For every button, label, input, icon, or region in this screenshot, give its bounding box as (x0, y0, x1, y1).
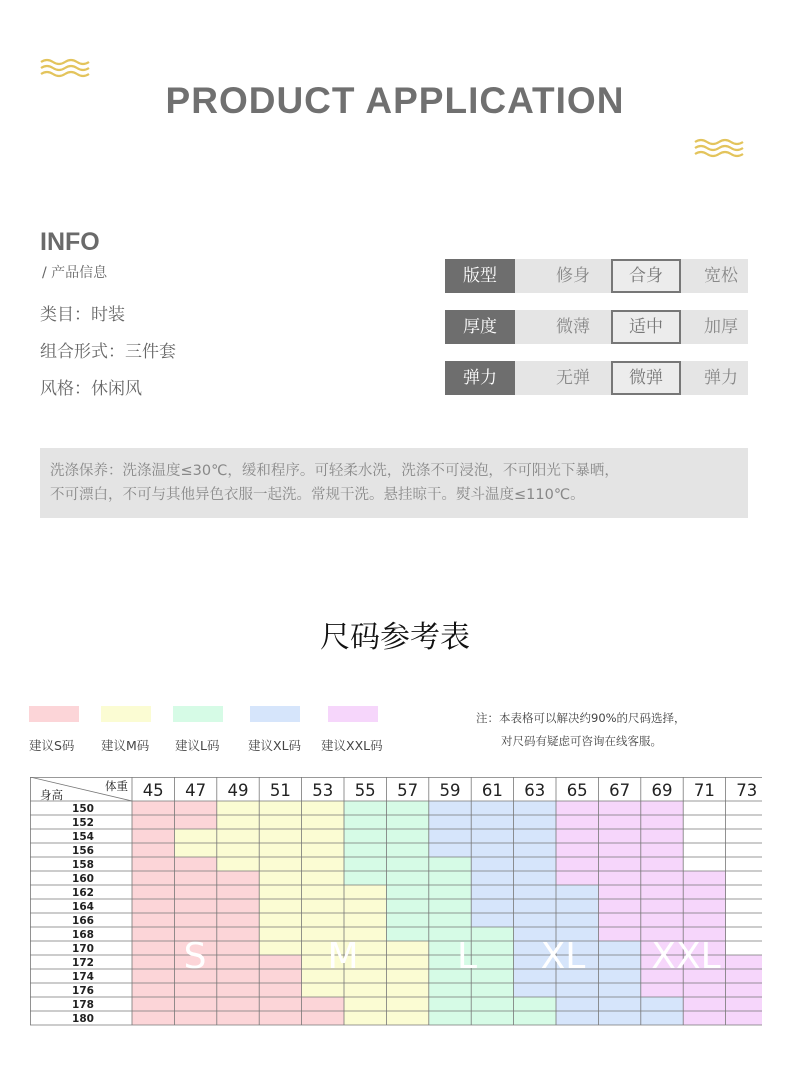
table-cell (302, 1011, 344, 1025)
table-cell (471, 815, 513, 829)
option-choice: 宽松 (704, 266, 738, 286)
weight-header: 61 (481, 781, 503, 800)
table-cell (683, 983, 725, 997)
height-label: 180 (72, 1013, 94, 1025)
option-choice: 无弹 (556, 368, 590, 388)
legend-swatch-s (29, 706, 79, 722)
table-cell (344, 997, 386, 1011)
table-cell (471, 801, 513, 815)
table-cell (386, 801, 428, 815)
table-cell (302, 871, 344, 885)
table-cell (598, 955, 640, 969)
height-label: 172 (72, 957, 94, 969)
table-cell (386, 927, 428, 941)
option-choice-selected: 合身 (611, 259, 681, 293)
table-cell (259, 801, 301, 815)
table-cell (641, 983, 683, 997)
table-cell (429, 857, 471, 871)
table-cell (471, 899, 513, 913)
table-cell (302, 815, 344, 829)
weight-header: 47 (185, 781, 207, 800)
table-cell (386, 969, 428, 983)
table-cell (217, 997, 259, 1011)
table-cell (386, 941, 428, 955)
table-cell (302, 829, 344, 843)
option-label: 厚度 (445, 310, 515, 344)
table-cell (471, 983, 513, 997)
table-cell (641, 913, 683, 927)
table-cell (429, 997, 471, 1011)
size-zone-label: S (183, 936, 207, 977)
table-cell (344, 829, 386, 843)
table-cell (429, 885, 471, 899)
table-cell (174, 983, 216, 997)
table-cell (344, 899, 386, 913)
table-cell (471, 829, 513, 843)
table-cell (386, 955, 428, 969)
table-cell (726, 1011, 762, 1025)
option-choice: 修身 (556, 266, 590, 286)
table-cell (217, 829, 259, 843)
attr-category: 类目：时装 (40, 305, 125, 325)
table-cell (429, 871, 471, 885)
height-label: 156 (72, 845, 94, 857)
legend-swatch-m (101, 706, 151, 722)
table-cell (641, 871, 683, 885)
weight-header: 55 (354, 781, 376, 800)
table-cell (217, 983, 259, 997)
table-cell (598, 997, 640, 1011)
table-cell (132, 885, 174, 899)
table-cell (429, 913, 471, 927)
weight-header: 57 (397, 781, 419, 800)
table-cell (217, 871, 259, 885)
legend-label-xxl: 建议XXL码 (321, 738, 383, 753)
height-label: 176 (72, 985, 94, 997)
table-cell (514, 857, 556, 871)
table-cell (726, 913, 762, 927)
table-cell (598, 1011, 640, 1025)
table-cell (726, 983, 762, 997)
table-cell (174, 843, 216, 857)
table-cell (259, 927, 301, 941)
table-cell (598, 927, 640, 941)
table-cell (726, 885, 762, 899)
size-zone-label: XXL (651, 936, 721, 977)
table-cell (726, 871, 762, 885)
table-cell (174, 857, 216, 871)
option-row-thickness (445, 310, 748, 344)
table-cell (641, 829, 683, 843)
table-cell (556, 829, 598, 843)
size-zone-label: L (456, 936, 478, 977)
weight-header: 59 (439, 781, 461, 800)
height-label: 168 (72, 929, 94, 941)
info-heading: INFO (40, 228, 100, 256)
table-cell (556, 843, 598, 857)
table-cell (259, 941, 301, 955)
table-cell (429, 1011, 471, 1025)
table-cell (471, 1011, 513, 1025)
table-cell (132, 913, 174, 927)
table-cell (386, 829, 428, 843)
height-label: 174 (72, 971, 94, 983)
table-cell (132, 983, 174, 997)
table-cell (302, 857, 344, 871)
table-cell (683, 843, 725, 857)
table-cell (132, 829, 174, 843)
table-cell (514, 843, 556, 857)
table-cell (641, 997, 683, 1011)
table-cell (344, 801, 386, 815)
size-zone-label: M (327, 936, 359, 977)
legend-swatch-l (173, 706, 223, 722)
table-cell (174, 885, 216, 899)
table-cell (471, 969, 513, 983)
table-cell (259, 913, 301, 927)
height-label: 164 (72, 901, 94, 913)
table-cell (598, 829, 640, 843)
table-cell (598, 941, 640, 955)
table-cell (217, 955, 259, 969)
table-cell (556, 1011, 598, 1025)
height-label: 166 (72, 915, 94, 927)
table-cell (259, 843, 301, 857)
table-cell (598, 885, 640, 899)
table-cell (174, 1011, 216, 1025)
table-cell (132, 871, 174, 885)
table-cell (386, 857, 428, 871)
table-cell (217, 927, 259, 941)
table-cell (471, 857, 513, 871)
table-cell (598, 801, 640, 815)
table-cell (683, 885, 725, 899)
table-cell (132, 955, 174, 969)
table-cell (344, 843, 386, 857)
table-cell (344, 815, 386, 829)
table-cell (726, 857, 762, 871)
table-cell (471, 913, 513, 927)
table-cell (217, 857, 259, 871)
table-cell (132, 857, 174, 871)
table-cell (514, 997, 556, 1011)
legend-swatch-xl (250, 706, 300, 722)
table-cell (344, 871, 386, 885)
table-cell (344, 857, 386, 871)
table-cell (132, 899, 174, 913)
table-cell (471, 927, 513, 941)
table-cell (217, 969, 259, 983)
table-cell (514, 871, 556, 885)
weight-header: 67 (609, 781, 631, 800)
table-cell (174, 913, 216, 927)
table-cell (217, 1011, 259, 1025)
size-note-line2: 对尺码有疑虑可咨询在线客服。 (501, 734, 662, 748)
option-choice: 微薄 (556, 317, 590, 337)
table-cell (471, 871, 513, 885)
table-cell (132, 969, 174, 983)
table-cell (302, 885, 344, 899)
table-cell (132, 1011, 174, 1025)
table-cell (726, 801, 762, 815)
table-cell (556, 983, 598, 997)
table-cell (344, 1011, 386, 1025)
height-label: 150 (72, 803, 94, 815)
table-cell (429, 843, 471, 857)
corner-weight-label: 体重 (105, 779, 128, 793)
table-cell (471, 955, 513, 969)
table-cell (132, 941, 174, 955)
table-cell (302, 983, 344, 997)
table-cell (344, 983, 386, 997)
table-cell (429, 815, 471, 829)
table-cell (598, 843, 640, 857)
care-instructions (40, 448, 748, 518)
legend-label-m: 建议M码 (101, 738, 150, 753)
size-chart-title: 尺码参考表 (320, 620, 470, 655)
care-line: 不可漂白，不可与其他异色衣服一起洗。常规干洗。悬挂晾干。熨斗温度≤110℃。 (50, 487, 585, 503)
table-cell (471, 843, 513, 857)
table-cell (429, 801, 471, 815)
size-zone-label: XL (540, 936, 586, 977)
weight-header: 63 (524, 781, 546, 800)
table-cell (386, 997, 428, 1011)
table-cell (514, 815, 556, 829)
care-line: 洗涤保养：洗涤温度≤30℃，缓和程序。可轻柔水洗，洗涤不可浸泡，不可阳光下暴晒， (50, 463, 619, 479)
table-cell (302, 997, 344, 1011)
table-cell (386, 815, 428, 829)
table-cell (683, 815, 725, 829)
legend-label-l: 建议L码 (175, 738, 220, 753)
option-label: 弹力 (445, 361, 515, 395)
table-cell (641, 899, 683, 913)
table-cell (174, 871, 216, 885)
table-cell (556, 815, 598, 829)
height-label: 170 (72, 943, 94, 955)
table-cell (429, 899, 471, 913)
info-subheading: / 产品信息 (42, 265, 108, 281)
table-cell (471, 941, 513, 955)
attr-style: 风格：休闲风 (40, 379, 142, 399)
table-cell (726, 815, 762, 829)
table-cell (302, 913, 344, 927)
table-cell (556, 801, 598, 815)
table-cell (174, 815, 216, 829)
table-cell (514, 1011, 556, 1025)
table-cell (259, 1011, 301, 1025)
table-cell (726, 941, 762, 955)
height-label: 158 (72, 859, 94, 871)
table-cell (556, 899, 598, 913)
table-cell (726, 899, 762, 913)
table-cell (514, 913, 556, 927)
table-cell (683, 913, 725, 927)
table-cell (641, 857, 683, 871)
option-choice: 弹力 (704, 368, 738, 388)
table-cell (514, 829, 556, 843)
table-cell (471, 997, 513, 1011)
table-cell (132, 997, 174, 1011)
option-row-elasticity (445, 361, 748, 395)
weight-header: 71 (693, 781, 715, 800)
table-cell (259, 829, 301, 843)
option-label: 版型 (445, 259, 515, 293)
table-cell (259, 969, 301, 983)
table-cell (726, 969, 762, 983)
table-cell (556, 857, 598, 871)
table-cell (386, 1011, 428, 1025)
table-cell (683, 997, 725, 1011)
option-row-fit (445, 259, 748, 293)
table-cell (386, 899, 428, 913)
weight-header: 51 (269, 781, 291, 800)
legend-label-s: 建议S码 (29, 738, 75, 753)
option-choice: 加厚 (704, 317, 738, 337)
height-label: 178 (72, 999, 94, 1011)
table-cell (683, 857, 725, 871)
table-cell (217, 843, 259, 857)
table-cell (514, 983, 556, 997)
table-cell (344, 913, 386, 927)
table-cell (429, 983, 471, 997)
table-cell (132, 815, 174, 829)
height-label: 154 (72, 831, 94, 843)
table-cell (556, 885, 598, 899)
table-cell (598, 899, 640, 913)
table-cell (259, 885, 301, 899)
table-cell (598, 983, 640, 997)
weight-header: 69 (651, 781, 673, 800)
table-cell (514, 801, 556, 815)
table-cell (217, 913, 259, 927)
table-cell (132, 801, 174, 815)
table-cell (598, 857, 640, 871)
table-cell (556, 913, 598, 927)
size-note-line1: 注：本表格可以解决约90%的尺码选择， (476, 711, 686, 725)
table-cell (726, 955, 762, 969)
table-cell (683, 871, 725, 885)
table-cell (641, 1011, 683, 1025)
legend-swatch-xxl (328, 706, 378, 722)
wave-decoration-right (694, 138, 748, 160)
weight-header: 49 (227, 781, 249, 800)
table-cell (641, 885, 683, 899)
table-cell (726, 927, 762, 941)
table-cell (641, 815, 683, 829)
table-cell (386, 885, 428, 899)
table-cell (259, 871, 301, 885)
table-cell (259, 899, 301, 913)
table-cell (259, 955, 301, 969)
height-label: 160 (72, 873, 94, 885)
table-cell (429, 829, 471, 843)
table-cell (217, 801, 259, 815)
table-cell (386, 843, 428, 857)
height-label: 162 (72, 887, 94, 899)
table-cell (726, 843, 762, 857)
table-cell (556, 997, 598, 1011)
table-cell (726, 997, 762, 1011)
table-cell (726, 829, 762, 843)
table-cell (598, 913, 640, 927)
table-cell (683, 1011, 725, 1025)
table-cell (259, 983, 301, 997)
legend-label-xl: 建议XL码 (248, 738, 302, 753)
table-cell (683, 829, 725, 843)
table-cell (386, 983, 428, 997)
size-table (30, 777, 762, 1027)
table-cell (514, 885, 556, 899)
table-cell (641, 801, 683, 815)
table-cell (174, 899, 216, 913)
table-cell (132, 927, 174, 941)
table-cell (344, 885, 386, 899)
option-choice-selected: 适中 (611, 310, 681, 344)
table-cell (302, 899, 344, 913)
table-cell (683, 899, 725, 913)
table-cell (174, 801, 216, 815)
weight-header: 45 (142, 781, 164, 800)
page-title: PRODUCT APPLICATION (165, 80, 625, 121)
weight-header: 65 (566, 781, 588, 800)
wave-decoration-left (40, 58, 94, 80)
table-cell (174, 829, 216, 843)
table-cell (683, 801, 725, 815)
table-cell (217, 885, 259, 899)
table-cell (598, 815, 640, 829)
table-cell (302, 843, 344, 857)
table-cell (386, 871, 428, 885)
option-choice-selected: 微弹 (611, 361, 681, 395)
table-cell (386, 913, 428, 927)
table-cell (174, 997, 216, 1011)
table-cell (259, 857, 301, 871)
weight-header: 73 (736, 781, 758, 800)
table-cell (514, 899, 556, 913)
corner-height-label: 身高 (40, 788, 63, 802)
table-cell (259, 815, 301, 829)
table-cell (259, 997, 301, 1011)
table-cell (217, 899, 259, 913)
table-cell (302, 801, 344, 815)
table-cell (132, 843, 174, 857)
table-cell (471, 885, 513, 899)
height-label: 152 (72, 817, 94, 829)
table-cell (641, 843, 683, 857)
table-cell (598, 969, 640, 983)
table-cell (556, 871, 598, 885)
table-cell (217, 941, 259, 955)
table-cell (217, 815, 259, 829)
table-cell (598, 871, 640, 885)
weight-header: 53 (312, 781, 334, 800)
attr-combination: 组合形式：三件套 (40, 342, 176, 362)
